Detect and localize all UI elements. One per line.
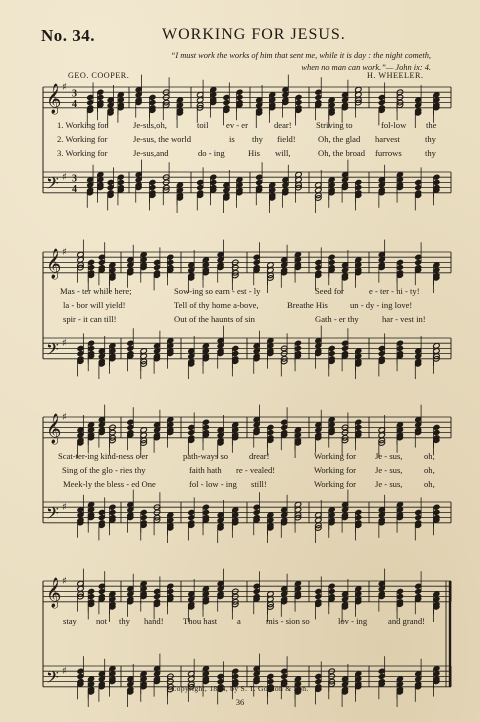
hymn-title: WORKING FOR JESUS. <box>162 26 346 43</box>
lyric-syllable: Oh, the glad <box>318 134 361 144</box>
lyric-syllable: lov - ing <box>338 616 368 626</box>
lyric-line-s2-v1 <box>0 286 480 296</box>
lyric-syllable: Je-sus,and <box>133 148 169 158</box>
lyric-line-s1-v3 <box>0 148 480 158</box>
lyric-syllable: la - bor will yield! <box>63 300 126 310</box>
lyric-syllable: oh, <box>424 465 435 475</box>
lyric-syllable: toil <box>197 120 209 130</box>
lyric-syllable: hand! <box>144 616 164 626</box>
lyric-syllable: oh, <box>424 479 435 489</box>
lyric-syllable: Je - sus, <box>375 451 403 461</box>
copyright-notice: Copyright, 1884, by S. T. Gordon & Son. <box>171 684 309 693</box>
lyric-syllable: Gath - er thy <box>315 314 359 324</box>
lyric-syllable: thy <box>425 134 436 144</box>
page-number: 36 <box>235 697 245 707</box>
lyric-syllable: Meek-ly the bless - ed One <box>63 479 156 489</box>
lyric-syllable: not <box>96 616 107 626</box>
lyric-syllable: mis - sion so <box>266 616 310 626</box>
treble-clef: 𝄞 <box>46 413 62 444</box>
lyric-syllable: will, <box>275 148 291 158</box>
sharp-sign: ♯ <box>62 666 67 678</box>
lyric-syllable: field! <box>277 134 296 144</box>
lyric-syllable: Oh, the broad <box>318 148 366 158</box>
sharp-sign: ♯ <box>62 82 67 93</box>
treble-clef: 𝄞 <box>46 83 62 114</box>
bass-clef: 𝄢 <box>46 502 59 527</box>
lyric-syllable: Je-sus,oh, <box>133 120 167 130</box>
composer-credit: H. WHEELER. <box>367 71 424 80</box>
lyric-syllable: furrows <box>375 148 402 158</box>
lyric-syllable: Je - sus, <box>375 465 403 475</box>
lyric-syllable: un - dy - ing love! <box>350 300 413 310</box>
sharp-sign: ♯ <box>62 502 67 514</box>
sharp-sign: ♯ <box>62 172 67 184</box>
lyric-line-s1-v1 <box>0 120 480 130</box>
lyric-syllable: is <box>229 134 235 144</box>
lyric-syllable: oh, <box>424 451 435 461</box>
lyric-line-s2-v2 <box>0 300 480 310</box>
lyric-syllable: e - ter - ni - ty! <box>369 286 420 296</box>
lyric-syllable: Working for <box>314 451 357 461</box>
lyric-syllable: 2. Working for <box>57 134 108 144</box>
lyric-syllable: thy <box>425 148 436 158</box>
lyric-line-s2-v3 <box>0 314 480 324</box>
epigraph-line-2: when no man can work.”— John ix: 4. <box>301 63 431 72</box>
sharp-sign: ♯ <box>62 412 67 423</box>
lyric-syllable: 3. Working for <box>57 148 108 158</box>
lyric-syllable: Working for <box>314 479 357 489</box>
hymn-number: No. 34. <box>41 26 96 45</box>
lyric-line-s3-v1 <box>0 451 480 461</box>
lyric-syllable: fol-low <box>381 120 407 130</box>
bass-clef: 𝄢 <box>46 172 59 197</box>
lyric-syllable: the <box>426 120 437 130</box>
epigraph-line-1: “I must work the works of him that sent me, while it is day : the night cometh, <box>170 51 431 60</box>
sharp-sign: ♯ <box>62 338 67 350</box>
lyric-syllable: Out of the haunts of sin <box>174 314 255 324</box>
lyric-syllable: drear! <box>249 451 270 461</box>
treble-clef: 𝄞 <box>46 248 62 279</box>
time-signature: 4 <box>72 183 77 195</box>
treble-clef: 𝄞 <box>46 577 62 608</box>
lyric-syllable: Mas - ter while here; <box>60 286 132 296</box>
lyric-syllable: Working for <box>314 465 357 475</box>
lyric-syllable: 1. Working for <box>57 120 108 130</box>
lyric-syllable: har - vest in! <box>382 314 426 324</box>
time-signature: 4 <box>72 98 77 110</box>
lyric-syllable: stay <box>63 616 77 626</box>
lyric-syllable: Seed for <box>315 286 344 296</box>
lyric-syllable: Je-sus, the world <box>133 134 191 144</box>
bass-clef: 𝄢 <box>46 338 59 363</box>
lyric-syllable: do - ing <box>198 148 225 158</box>
sharp-sign: ♯ <box>62 247 67 258</box>
time-signature: 3 <box>72 173 77 185</box>
lyric-syllable: Je - sus, <box>375 479 403 489</box>
lyric-line-s4-v1 <box>0 616 480 626</box>
lyric-line-s3-v2 <box>0 465 480 475</box>
lyric-line-s1-v2 <box>0 134 480 144</box>
lyric-syllable: Striving to <box>316 120 353 130</box>
lyricist-credit: GEO. COOPER. <box>68 71 130 80</box>
lyric-syllable: Scat-ter-ing kind-ness o'er <box>58 451 149 461</box>
lyric-syllable: Tell of thy home a-bove, <box>174 300 259 310</box>
lyric-syllable: faith hath <box>189 465 222 475</box>
lyric-syllable: Breathe His <box>287 300 328 310</box>
lyric-syllable: spir - it can till! <box>63 314 117 324</box>
lyric-line-s3-v3 <box>0 479 480 489</box>
lyric-syllable: ev - er <box>226 120 248 130</box>
lyric-syllable: Sing of the glo - ries thy <box>62 465 146 475</box>
lyric-syllable: Sow-ing so earn - est - ly <box>174 286 261 296</box>
bass-clef: 𝄢 <box>46 666 59 691</box>
lyric-syllable: dear! <box>274 120 292 130</box>
lyric-syllable: re - vealed! <box>236 465 276 475</box>
lyric-syllable: thy <box>119 616 130 626</box>
lyric-syllable: thy <box>252 134 263 144</box>
lyric-syllable: His <box>248 148 260 158</box>
sharp-sign: ♯ <box>62 576 67 587</box>
lyric-syllable: a <box>237 616 241 626</box>
lyric-syllable: still! <box>251 479 267 489</box>
lyric-syllable: path-ways so <box>183 451 229 461</box>
lyric-syllable: fol - low - ing <box>189 479 237 489</box>
lyric-syllable: Thou hast <box>183 616 218 626</box>
lyric-syllable: and grand! <box>388 616 425 626</box>
time-signature: 3 <box>72 88 77 100</box>
lyric-syllable: harvest <box>375 134 400 144</box>
